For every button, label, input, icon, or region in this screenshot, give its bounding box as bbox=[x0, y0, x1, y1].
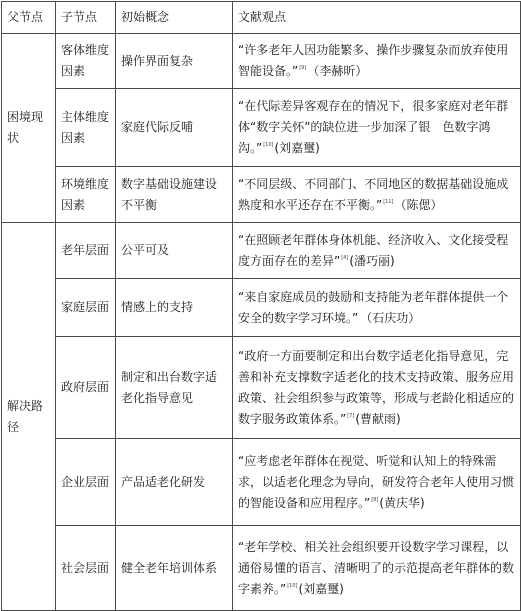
quote-text: “在照顾老年群体身体机能、经济收入、文化接受程度方面存在的差异” bbox=[238, 232, 509, 268]
header-initial-concept: 初始概念 bbox=[116, 2, 233, 34]
view-cell bbox=[233, 223, 521, 279]
table-row bbox=[2, 279, 521, 337]
quote-text: “在代际差异客观存在的情况下，很多家庭对老年群体“数字关怀”的缺位进一步加深了银 色数字鸿沟。” bbox=[238, 99, 509, 155]
view-cell bbox=[233, 34, 521, 89]
citation-ref: [9] bbox=[299, 65, 307, 71]
header-parent-node: 父节点 bbox=[2, 2, 56, 34]
concept-cell: 产品适老化研发 bbox=[116, 439, 233, 526]
table-row bbox=[2, 34, 521, 89]
view-cell bbox=[233, 337, 521, 439]
citation-ref: [11] bbox=[383, 198, 394, 205]
table-row bbox=[2, 526, 521, 611]
citation-ref: [10] bbox=[287, 582, 298, 589]
citation-ref: [7] bbox=[347, 412, 355, 419]
child-node-cell: 老年层面 bbox=[56, 223, 116, 279]
author-text: (潘巧丽) bbox=[349, 253, 395, 268]
parent-node-cell: 解决路径 bbox=[2, 223, 56, 611]
child-node-cell: 社会层面 bbox=[56, 526, 116, 611]
author-text: (黄庆华) bbox=[379, 495, 425, 510]
concept-cell: 数字基础设施建设不平衡 bbox=[116, 167, 233, 223]
author-text: (刘嘉璽) bbox=[274, 141, 320, 155]
header-child-node: 子节点 bbox=[56, 2, 116, 34]
child-node-cell: 企业层面 bbox=[56, 439, 116, 526]
citation-ref: [4] bbox=[341, 254, 349, 261]
view-cell bbox=[233, 167, 521, 223]
table-row bbox=[2, 223, 521, 279]
quote-text: “不同层级、不同部门、不同地区的数据基础设施成熟度和水平还存在不平衡。” bbox=[238, 176, 509, 212]
author-text: （李赫昕） bbox=[307, 64, 368, 78]
view-cell bbox=[233, 526, 521, 611]
table-row bbox=[2, 89, 521, 167]
header-row bbox=[2, 2, 521, 34]
child-node-cell: 主体维度因素 bbox=[56, 89, 116, 167]
author-text: （陈偲） bbox=[394, 197, 443, 212]
child-node-cell: 客体维度因素 bbox=[56, 34, 116, 89]
table-row bbox=[2, 439, 521, 526]
concept-cell: 制定和出台数字适老化指导意见 bbox=[116, 337, 233, 439]
quote-text: “政府一方面要制定和出台数字适老化指导意见，完善和补充支撑数字适老化的技术支持政策、服务应用政策、社会组织参与政策等，形成与老龄化相适应的数字服务政策体系。” bbox=[238, 348, 515, 426]
concept-cell: 家庭代际反哺 bbox=[116, 89, 233, 167]
author-text: （石庆功） bbox=[360, 310, 421, 325]
quote-text: “老年学校、相关社会组织要开设数字学习课程，以通俗易懂的语言、清晰明了的示范提高老年群体的数字素养。” bbox=[238, 539, 515, 596]
literature-coding-table bbox=[1, 1, 521, 611]
view-cell bbox=[233, 439, 521, 526]
citation-ref: [8] bbox=[371, 496, 379, 503]
parent-node-cell: 困境现状 bbox=[2, 34, 56, 223]
child-node-cell: 家庭层面 bbox=[56, 279, 116, 337]
table-row bbox=[2, 337, 521, 439]
author-text: (曹献雨) bbox=[355, 411, 401, 426]
table-row bbox=[2, 167, 521, 223]
child-node-cell: 环境维度因素 bbox=[56, 167, 116, 223]
header-literature-view: 文献观点 bbox=[233, 2, 521, 34]
citation-ref: [10] bbox=[263, 142, 274, 148]
concept-cell: 健全老年培训体系 bbox=[116, 526, 233, 611]
concept-cell: 公平可及 bbox=[116, 223, 233, 279]
author-text: (刘嘉璽) bbox=[298, 581, 344, 596]
concept-cell: 情感上的支持 bbox=[116, 279, 233, 337]
concept-cell: 操作界面复杂 bbox=[116, 34, 233, 89]
quote-text: “应考虑老年群体在视觉、听觉和认知上的特殊需求，以适老化理念为导向，研发符合老年人使用习惯的智能设备和应用程序。” bbox=[238, 453, 515, 510]
view-cell bbox=[233, 89, 521, 167]
child-node-cell: 政府层面 bbox=[56, 337, 116, 439]
quote-text: “来自家庭成员的鼓励和支持能为老年群体提供一个安全的数字学习环境。” bbox=[238, 289, 509, 325]
quote-text: “许多老年人因功能繁多、操作步骤复杂而放弃使用智能设备。” bbox=[238, 43, 509, 78]
view-cell bbox=[233, 279, 521, 337]
